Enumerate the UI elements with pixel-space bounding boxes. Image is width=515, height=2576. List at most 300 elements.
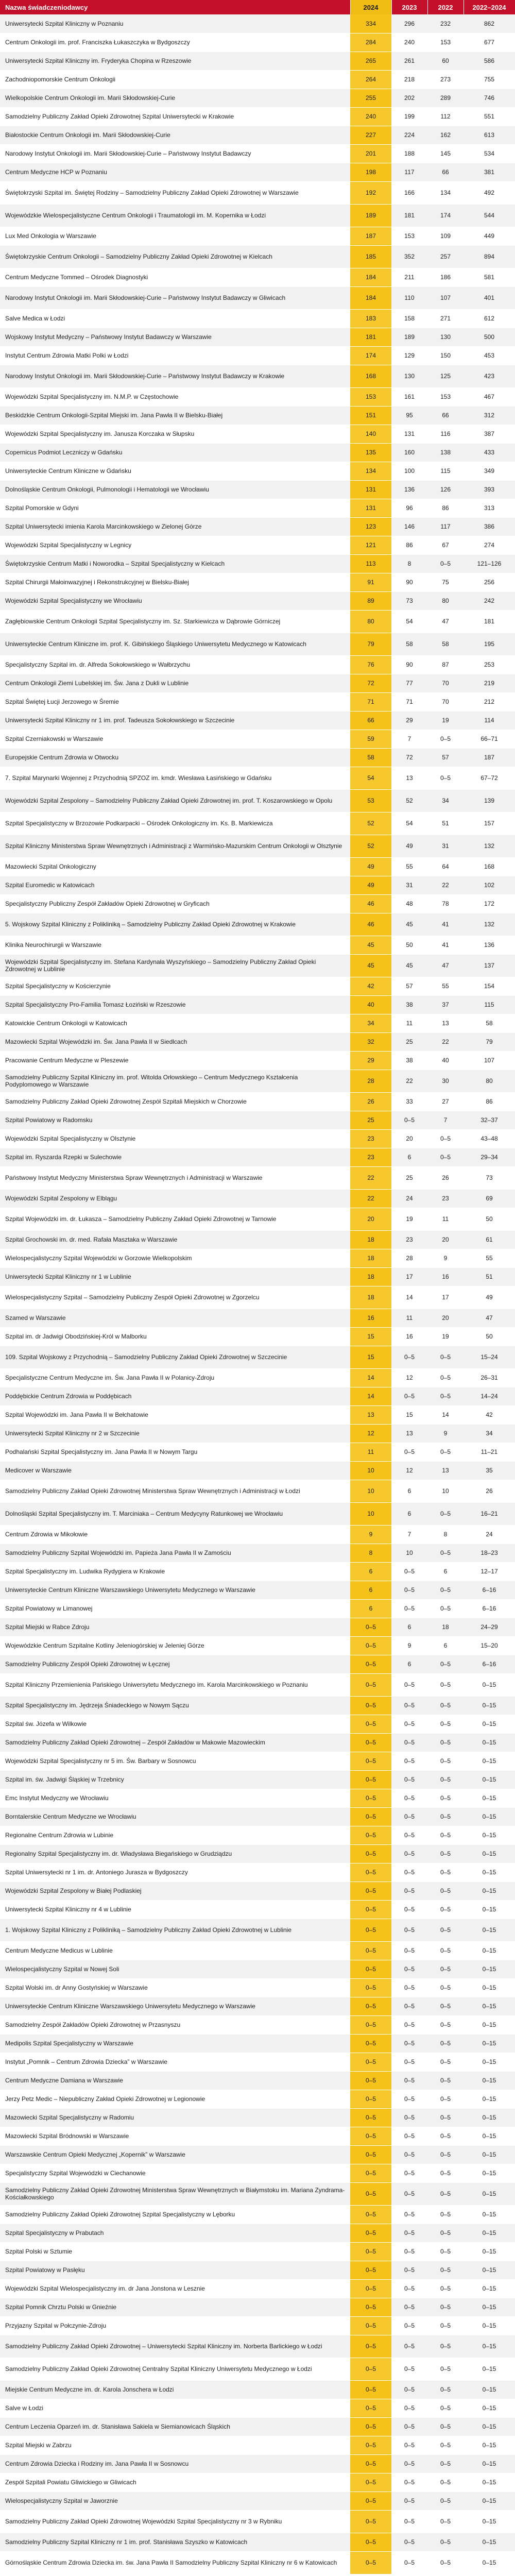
value-2024-cell: 0–5 xyxy=(350,2417,391,2436)
value-2024-cell: 0–5 xyxy=(350,2316,391,2335)
value-2022-cell: 20 xyxy=(427,1309,464,1327)
provider-name-cell: Uniwersyteckie Centrum Kliniczne im. prof. K. Gibińskiego Śląskiego Uniwersytetu Medycznego w Katowicach xyxy=(0,633,350,655)
provider-name-cell: Wojewódzki Szpital Zespolony w Elblągu xyxy=(0,1189,350,1208)
value-2022-2024-cell: 0–15 xyxy=(464,1807,515,1826)
provider-name-cell: Górnośląskie Centrum Zdrowia Dziecka im. św. Jana Pawła II Samodzielny Publiczny Szpital Kliniczny nr 6 w Katowicach xyxy=(0,2551,350,2574)
value-2024-cell: 20 xyxy=(350,1208,391,1230)
value-2022-cell: 51 xyxy=(427,812,464,835)
value-2024-cell: 0–5 xyxy=(350,1673,391,1696)
table-row xyxy=(0,1480,515,1502)
table-header xyxy=(0,0,515,14)
table-row xyxy=(0,1424,515,1443)
value-2024-cell: 14 xyxy=(350,1387,391,1405)
provider-name-cell: Białostockie Centrum Onkologii im. Marii Skłodowskiej-Curie xyxy=(0,126,350,144)
value-2023-cell: 95 xyxy=(391,406,427,425)
table-row xyxy=(0,346,515,365)
value-2022-2024-cell: 172 xyxy=(464,894,515,913)
table-row xyxy=(0,692,515,711)
value-2024-cell: 6 xyxy=(350,1562,391,1581)
value-2022-cell: 0–5 xyxy=(427,2551,464,2574)
provider-name-cell: Europejskie Centrum Zdrowia w Otwocku xyxy=(0,748,350,767)
provider-name-cell: Szpital Czerniakowski w Warszawie xyxy=(0,730,350,748)
value-2023-cell: 218 xyxy=(391,70,427,89)
table-row xyxy=(0,1189,515,1208)
provider-name-cell: Szpital Pomorskie w Gdyni xyxy=(0,499,350,517)
value-2024-cell: 123 xyxy=(350,517,391,536)
value-2024-cell: 0–5 xyxy=(350,2533,391,2551)
value-2022-2024-cell: 0–15 xyxy=(464,1978,515,1997)
provider-name-cell: Samodzielny Publiczny Szpital Kliniczny im. prof. Witolda Orłowskiego – Centrum Medycznego Kształcenia Podyplomowego w Warszawie xyxy=(0,1070,350,1092)
value-2022-2024-cell: 0–15 xyxy=(464,1715,515,1733)
provider-name-cell: Szpital Uniwersytecki imienia Karola Marcinkowskiego w Zielonej Górze xyxy=(0,517,350,536)
value-2022-cell: 31 xyxy=(427,835,464,857)
value-2022-cell: 6 xyxy=(427,1636,464,1655)
table-row xyxy=(0,387,515,406)
table-row xyxy=(0,1581,515,1599)
value-2022-2024-cell: 746 xyxy=(464,89,515,107)
provider-name-cell: Centrum Medyczne HCP w Poznaniu xyxy=(0,163,350,181)
provider-name-cell: Lux Med Onkologia w Warszawie xyxy=(0,227,350,245)
value-2024-cell: 18 xyxy=(350,1267,391,1286)
table-row xyxy=(0,2090,515,2108)
value-2022-cell: 80 xyxy=(427,591,464,610)
value-2022-cell: 22 xyxy=(427,876,464,894)
table-row xyxy=(0,936,515,954)
value-2024-cell: 10 xyxy=(350,1502,391,1525)
value-2023-cell: 0–5 xyxy=(391,2533,427,2551)
value-2023-cell: 73 xyxy=(391,591,427,610)
value-2022-cell: 41 xyxy=(427,913,464,936)
provider-name-cell: Samodzielny Publiczny Szpital Wojewódzki im. Papieża Jana Pawła II w Zamościu xyxy=(0,1544,350,1562)
value-2022-2024-cell: 11–21 xyxy=(464,1443,515,1461)
provider-name-cell: Szpital Specjalistyczny w Kościerzynie xyxy=(0,977,350,995)
table-row xyxy=(0,1599,515,1618)
provider-name-cell: Uniwersytecki Szpital Kliniczny nr 4 w Lublinie xyxy=(0,1900,350,1919)
value-2024-cell: 15 xyxy=(350,1346,391,1368)
provider-name-cell: Salve Medica w Łodzi xyxy=(0,309,350,328)
value-2022-cell: 0–5 xyxy=(427,2053,464,2071)
table-row xyxy=(0,913,515,936)
value-2022-2024-cell: 195 xyxy=(464,633,515,655)
provider-name-cell: Szpital Grochowski im. dr. med. Rafała Masztaka w Warszawie xyxy=(0,1230,350,1249)
column-header-provider: Nazwa świadczeniodawcy xyxy=(0,0,350,14)
value-2023-cell: 0–5 xyxy=(391,2551,427,2574)
provider-name-cell: Świętokrzyski Szpital im. Świętej Rodziny – Samodzielny Publiczny Zakład Opieki Zdrowotnej w Warszawie xyxy=(0,181,350,204)
provider-name-cell: Szpital Kliniczny Ministerstwa Spraw Wewnętrznych i Administracji z Warmińsko-Mazurskim Centrum Onkologii w Olsztynie xyxy=(0,835,350,857)
value-2024-cell: 0–5 xyxy=(350,1770,391,1789)
provider-name-cell: Wojewódzki Szpital Specjalistyczny im. Janusza Korczaka w Słupsku xyxy=(0,425,350,443)
value-2022-cell: 64 xyxy=(427,857,464,876)
value-2022-cell: 0–5 xyxy=(427,1368,464,1387)
value-2024-cell: 89 xyxy=(350,591,391,610)
value-2024-cell: 34 xyxy=(350,1014,391,1032)
table-row xyxy=(0,1618,515,1636)
value-2022-cell: 117 xyxy=(427,517,464,536)
value-2023-cell: 0–5 xyxy=(391,2034,427,2053)
provider-name-cell: Szpital Świętej Łucji Jerzowego w Śremie xyxy=(0,692,350,711)
provider-name-cell: Uniwersytecki Szpital Kliniczny im. Fryderyka Chopina w Rzeszowie xyxy=(0,52,350,70)
provider-name-cell: Uniwersyteckie Centrum Kliniczne Warszawskiego Uniwersytetu Medycznego w Warszawie xyxy=(0,1581,350,1599)
value-2023-cell: 48 xyxy=(391,894,427,913)
provider-name-cell: Mazowiecki Szpital Bródnowski w Warszawie xyxy=(0,2127,350,2145)
table-row xyxy=(0,365,515,387)
table-row xyxy=(0,163,515,181)
table-row xyxy=(0,536,515,554)
value-2023-cell: 16 xyxy=(391,1327,427,1346)
column-header-2023: 2023 xyxy=(391,0,427,14)
provider-name-cell: Centrum Leczenia Oparzeń im. dr. Stanisława Sakiela w Siemianowicach Śląskich xyxy=(0,2417,350,2436)
value-2023-cell: 0–5 xyxy=(391,1752,427,1770)
value-2023-cell: 23 xyxy=(391,1230,427,1249)
value-2024-cell: 201 xyxy=(350,144,391,163)
value-2023-cell: 117 xyxy=(391,163,427,181)
provider-name-cell: Samodzielny Publiczny Zakład Opieki Zdrowotnej Szpital Uniwersytecki w Krakowie xyxy=(0,107,350,126)
provider-name-cell: Mazowiecki Szpital Specjalistyczny w Radomiu xyxy=(0,2108,350,2127)
value-2022-2024-cell: 386 xyxy=(464,517,515,536)
value-2022-cell: 186 xyxy=(427,268,464,286)
value-2024-cell: 184 xyxy=(350,286,391,309)
value-2024-cell: 181 xyxy=(350,328,391,346)
table-row xyxy=(0,674,515,692)
value-2024-cell: 121 xyxy=(350,536,391,554)
value-2024-cell: 9 xyxy=(350,1525,391,1544)
table-row xyxy=(0,1752,515,1770)
table-row xyxy=(0,1900,515,1919)
value-2024-cell: 265 xyxy=(350,52,391,70)
value-2023-cell: 0–5 xyxy=(391,1111,427,1129)
value-2024-cell: 0–5 xyxy=(350,2164,391,2182)
value-2023-cell: 0–5 xyxy=(391,2127,427,2145)
value-2022-cell: 0–5 xyxy=(427,2436,464,2454)
table-row xyxy=(0,1368,515,1387)
value-2023-cell: 20 xyxy=(391,1129,427,1148)
value-2024-cell: 0–5 xyxy=(350,2071,391,2090)
value-2022-cell: 150 xyxy=(427,346,464,365)
value-2022-2024-cell: 6–16 xyxy=(464,1599,515,1618)
table-row xyxy=(0,425,515,443)
value-2022-2024-cell: 0–15 xyxy=(464,2145,515,2164)
table-row xyxy=(0,499,515,517)
value-2023-cell: 0–5 xyxy=(391,2015,427,2034)
value-2023-cell: 0–5 xyxy=(391,2510,427,2533)
value-2024-cell: 32 xyxy=(350,1032,391,1051)
value-2023-cell: 54 xyxy=(391,610,427,633)
value-2022-2024-cell: 61 xyxy=(464,1230,515,1249)
value-2023-cell: 296 xyxy=(391,14,427,33)
value-2022-2024-cell: 66–71 xyxy=(464,730,515,748)
value-2023-cell: 0–5 xyxy=(391,2164,427,2182)
value-2022-cell: 20 xyxy=(427,1230,464,1249)
value-2023-cell: 24 xyxy=(391,1189,427,1208)
value-2024-cell: 0–5 xyxy=(350,1978,391,1997)
value-2022-cell: 0–5 xyxy=(427,1941,464,1960)
provider-name-cell: Szpital św. Józefa w Wilkowie xyxy=(0,1715,350,1733)
value-2022-2024-cell: 137 xyxy=(464,954,515,977)
provider-name-cell: Wielospecjalistyczny Szpital w Nowej Soli xyxy=(0,1960,350,1978)
provider-name-cell: Centrum Medyczne Medicus w Lublinie xyxy=(0,1941,350,1960)
value-2024-cell: 0–5 xyxy=(350,2551,391,2574)
value-2022-2024-cell: 401 xyxy=(464,286,515,309)
value-2022-2024-cell: 349 xyxy=(464,462,515,480)
provider-name-cell: Specjalistyczny Publiczny Zespół Zakładów Opieki Zdrowotnej w Gryficach xyxy=(0,894,350,913)
provider-name-cell: Samodzielny Publiczny Zakład Opieki Zdrowotnej – Uniwersytecki Szpital Kliniczny im. Norberta Barlickiego w Łodzi xyxy=(0,2335,350,2358)
table-row xyxy=(0,655,515,674)
provider-name-cell: Salve w Łodzi xyxy=(0,2399,350,2417)
value-2024-cell: 0–5 xyxy=(350,2298,391,2316)
provider-name-cell: Wielospecjalistyczny Szpital w Jaworznie xyxy=(0,2492,350,2510)
table-row xyxy=(0,2551,515,2574)
provider-name-cell: Centrum Onkologii Ziemi Lubelskiej im. Św. Jana z Dukli w Lublinie xyxy=(0,674,350,692)
value-2023-cell: 33 xyxy=(391,1092,427,1111)
value-2022-cell: 78 xyxy=(427,894,464,913)
value-2022-2024-cell: 121–126 xyxy=(464,554,515,573)
value-2024-cell: 10 xyxy=(350,1480,391,1502)
value-2024-cell: 46 xyxy=(350,894,391,913)
value-2024-cell: 135 xyxy=(350,443,391,462)
table-row xyxy=(0,2182,515,2205)
value-2022-2024-cell: 0–15 xyxy=(464,1770,515,1789)
table-row xyxy=(0,1070,515,1092)
table-row xyxy=(0,227,515,245)
table-row xyxy=(0,1092,515,1111)
value-2022-cell: 0–5 xyxy=(427,1148,464,1166)
provider-name-cell: Szpital Powiatowy w Limanowej xyxy=(0,1599,350,1618)
value-2022-2024-cell: 0–15 xyxy=(464,2436,515,2454)
value-2022-2024-cell: 0–15 xyxy=(464,2205,515,2224)
value-2022-2024-cell: 0–15 xyxy=(464,2335,515,2358)
value-2022-2024-cell: 242 xyxy=(464,591,515,610)
table-row xyxy=(0,2205,515,2224)
table-row xyxy=(0,633,515,655)
provider-name-cell: Szpital Specjalistyczny im. Ludwika Rydygiera w Krakowie xyxy=(0,1562,350,1581)
value-2022-cell: 0–5 xyxy=(427,1581,464,1599)
provider-name-cell: Szpital Powiatowy w Radomsku xyxy=(0,1111,350,1129)
value-2024-cell: 0–5 xyxy=(350,1655,391,1673)
value-2023-cell: 202 xyxy=(391,89,427,107)
value-2023-cell: 31 xyxy=(391,876,427,894)
value-2023-cell: 0–5 xyxy=(391,2316,427,2335)
value-2023-cell: 131 xyxy=(391,425,427,443)
table-row xyxy=(0,1208,515,1230)
value-2022-2024-cell: 139 xyxy=(464,789,515,812)
value-2024-cell: 52 xyxy=(350,835,391,857)
value-2024-cell: 0–5 xyxy=(350,2261,391,2279)
provider-name-cell: Wojewódzkie Wielospecjalistyczne Centrum Onkologii i Traumatologii im. M. Kopernika w Łodzi xyxy=(0,204,350,227)
value-2023-cell: 240 xyxy=(391,33,427,52)
value-2023-cell: 13 xyxy=(391,767,427,789)
table-row xyxy=(0,1014,515,1032)
value-2022-2024-cell: 449 xyxy=(464,227,515,245)
value-2024-cell: 0–5 xyxy=(350,1919,391,1941)
value-2022-2024-cell: 612 xyxy=(464,309,515,328)
value-2022-cell: 0–5 xyxy=(427,1919,464,1941)
provider-name-cell: Szamed w Warszawie xyxy=(0,1309,350,1327)
table-row xyxy=(0,1826,515,1844)
value-2024-cell: 72 xyxy=(350,674,391,692)
value-2024-cell: 131 xyxy=(350,480,391,499)
provider-name-cell: Szpital Specjalistyczny w Prabutach xyxy=(0,2224,350,2242)
table-row xyxy=(0,1562,515,1581)
value-2023-cell: 49 xyxy=(391,835,427,857)
provider-name-cell: Instytut „Pomnik – Centrum Zdrowia Dziecka” w Warszawie xyxy=(0,2053,350,2071)
value-2022-cell: 0–5 xyxy=(427,1997,464,2015)
value-2022-cell: 0–5 xyxy=(427,1960,464,1978)
provider-name-cell: Szpital Specjalistyczny w Brzozowie Podkarpacki – Ośrodek Onkologiczny im. Ks. B. Markiewicza xyxy=(0,812,350,835)
value-2024-cell: 0–5 xyxy=(350,1882,391,1900)
table-row xyxy=(0,1230,515,1249)
value-2024-cell: 18 xyxy=(350,1230,391,1249)
value-2022-2024-cell: 423 xyxy=(464,365,515,387)
value-2022-cell: 0–5 xyxy=(427,730,464,748)
value-2022-cell: 58 xyxy=(427,633,464,655)
value-2024-cell: 131 xyxy=(350,499,391,517)
value-2023-cell: 0–5 xyxy=(391,2182,427,2205)
value-2022-2024-cell: 0–15 xyxy=(464,2108,515,2127)
value-2023-cell: 14 xyxy=(391,1286,427,1309)
value-2022-2024-cell: 136 xyxy=(464,936,515,954)
value-2022-cell: 0–5 xyxy=(427,1387,464,1405)
value-2023-cell: 0–5 xyxy=(391,1807,427,1826)
value-2022-2024-cell: 0–15 xyxy=(464,2090,515,2108)
value-2022-cell: 0–5 xyxy=(427,1807,464,1826)
value-2023-cell: 38 xyxy=(391,1051,427,1070)
value-2022-cell: 0–5 xyxy=(427,2164,464,2182)
provider-name-cell: Miejskie Centrum Medyczne im. dr. Karola Jonschera w Łodzi xyxy=(0,2380,350,2399)
provider-name-cell: Mazowiecki Szpital Onkologiczny xyxy=(0,857,350,876)
table-row xyxy=(0,1051,515,1070)
value-2023-cell: 6 xyxy=(391,1480,427,1502)
value-2023-cell: 0–5 xyxy=(391,2335,427,2358)
value-2022-cell: 70 xyxy=(427,674,464,692)
value-2022-cell: 66 xyxy=(427,406,464,425)
value-2024-cell: 42 xyxy=(350,977,391,995)
value-2022-cell: 47 xyxy=(427,954,464,977)
table-row xyxy=(0,977,515,995)
value-2023-cell: 0–5 xyxy=(391,2071,427,2090)
value-2024-cell: 255 xyxy=(350,89,391,107)
value-2022-cell: 7 xyxy=(427,1111,464,1129)
table-row xyxy=(0,1525,515,1544)
value-2022-2024-cell: 0–15 xyxy=(464,1673,515,1696)
table-row xyxy=(0,610,515,633)
value-2022-cell: 0–5 xyxy=(427,2108,464,2127)
table-row xyxy=(0,894,515,913)
value-2023-cell: 9 xyxy=(391,1636,427,1655)
provider-name-cell: Centrum Medyczne Tommed – Ośrodek Diagnostyki xyxy=(0,268,350,286)
table-row xyxy=(0,2399,515,2417)
value-2022-cell: 19 xyxy=(427,1327,464,1346)
provider-name-cell: Szpital Powiatowy w Pasłęku xyxy=(0,2261,350,2279)
provider-name-cell: Szpital Uniwersytecki nr 1 im. dr. Antoniego Jurasza w Bydgoszczy xyxy=(0,1863,350,1882)
provider-name-cell: Medicover w Warszawie xyxy=(0,1461,350,1480)
value-2022-2024-cell: 0–15 xyxy=(464,2164,515,2182)
table-row xyxy=(0,2358,515,2380)
value-2022-cell: 0–5 xyxy=(427,2380,464,2399)
value-2022-2024-cell: 0–15 xyxy=(464,2053,515,2071)
value-2022-cell: 0–5 xyxy=(427,1978,464,1997)
value-2024-cell: 6 xyxy=(350,1581,391,1599)
provider-name-cell: Świętokrzyskie Centrum Matki i Noworodka – Szpital Specjalistyczny w Kielcach xyxy=(0,554,350,573)
value-2023-cell: 0–5 xyxy=(391,1882,427,1900)
value-2022-cell: 126 xyxy=(427,480,464,499)
provider-name-cell: Szpital im. dr Jadwigi Obodzińskiej-Król w Malborku xyxy=(0,1327,350,1346)
provider-name-cell: Beskidzkie Centrum Onkologii-Szpital Miejski im. Jana Pawła II w Bielsku-Białej xyxy=(0,406,350,425)
value-2022-2024-cell: 51 xyxy=(464,1267,515,1286)
value-2022-2024-cell: 500 xyxy=(464,328,515,346)
provider-name-cell: Uniwersytecki Szpital Kliniczny nr 1 im. prof. Tadeusza Sokołowskiego w Szczecinie xyxy=(0,711,350,730)
value-2023-cell: 0–5 xyxy=(391,1770,427,1789)
provider-name-cell: Szpital Kliniczny Przemienienia Pańskiego Uniwersytetu Medycznego im. Karola Marcinkowskiego w Poznaniu xyxy=(0,1673,350,1696)
value-2023-cell: 45 xyxy=(391,954,427,977)
value-2024-cell: 49 xyxy=(350,857,391,876)
value-2024-cell: 0–5 xyxy=(350,2090,391,2108)
value-2022-cell: 0–5 xyxy=(427,2071,464,2090)
value-2023-cell: 90 xyxy=(391,655,427,674)
value-2024-cell: 184 xyxy=(350,268,391,286)
provider-name-cell: Samodzielny Publiczny Zespół Opieki Zdrowotnej w Łęcznej xyxy=(0,1655,350,1673)
value-2022-2024-cell: 0–15 xyxy=(464,1696,515,1715)
value-2022-cell: 0–5 xyxy=(427,2224,464,2242)
value-2022-2024-cell: 433 xyxy=(464,443,515,462)
value-2022-2024-cell: 157 xyxy=(464,812,515,835)
value-2023-cell: 0–5 xyxy=(391,2261,427,2279)
provider-name-cell: Borntalerskie Centrum Medyczne we Wrocławiu xyxy=(0,1807,350,1826)
value-2022-2024-cell: 102 xyxy=(464,876,515,894)
value-2022-2024-cell: 0–15 xyxy=(464,2551,515,2574)
table-row xyxy=(0,835,515,857)
table-row xyxy=(0,711,515,730)
value-2022-2024-cell: 0–15 xyxy=(464,2417,515,2436)
table-row xyxy=(0,1405,515,1424)
value-2022-2024-cell: 253 xyxy=(464,655,515,674)
value-2022-cell: 0–5 xyxy=(427,1502,464,1525)
value-2022-2024-cell: 0–15 xyxy=(464,1997,515,2015)
value-2023-cell: 0–5 xyxy=(391,2053,427,2071)
value-2022-cell: 75 xyxy=(427,573,464,591)
column-header-2022: 2022 xyxy=(427,0,464,14)
value-2022-2024-cell: 42 xyxy=(464,1405,515,1424)
table-row xyxy=(0,2279,515,2298)
table-row xyxy=(0,309,515,328)
value-2022-cell: 0–5 xyxy=(427,2034,464,2053)
table-row xyxy=(0,245,515,268)
value-2022-2024-cell: 55 xyxy=(464,1249,515,1267)
provider-name-cell: Szpital Chirurgii Małoinwazyjnej i Rekonstrukcyjnej w Bielsku-Białej xyxy=(0,573,350,591)
table-row xyxy=(0,995,515,1014)
value-2024-cell: 0–5 xyxy=(350,2358,391,2380)
provider-name-cell: Wojewódzki Szpital Zespolony w Białej Podlaskiej xyxy=(0,1882,350,1900)
value-2022-cell: 0–5 xyxy=(427,2454,464,2473)
value-2024-cell: 0–5 xyxy=(350,2127,391,2145)
value-2022-2024-cell: 24 xyxy=(464,1525,515,1544)
provider-name-cell: Wojewódzki Szpital Specjalistyczny im. N.M.P. w Częstochowie xyxy=(0,387,350,406)
value-2023-cell: 90 xyxy=(391,573,427,591)
value-2022-cell: 0–5 xyxy=(427,1733,464,1752)
value-2022-2024-cell: 0–15 xyxy=(464,2316,515,2335)
value-2022-cell: 0–5 xyxy=(427,1789,464,1807)
value-2022-cell: 232 xyxy=(427,14,464,33)
provider-name-cell: Wojewódzki Szpital Specjalistyczny w Legnicy xyxy=(0,536,350,554)
value-2024-cell: 151 xyxy=(350,406,391,425)
value-2022-cell: 0–5 xyxy=(427,1844,464,1863)
value-2022-cell: 37 xyxy=(427,995,464,1014)
value-2024-cell: 0–5 xyxy=(350,1844,391,1863)
value-2024-cell: 79 xyxy=(350,633,391,655)
value-2024-cell: 240 xyxy=(350,107,391,126)
value-2022-2024-cell: 187 xyxy=(464,748,515,767)
value-2024-cell: 0–5 xyxy=(350,2492,391,2510)
value-2022-2024-cell: 12–17 xyxy=(464,1562,515,1581)
